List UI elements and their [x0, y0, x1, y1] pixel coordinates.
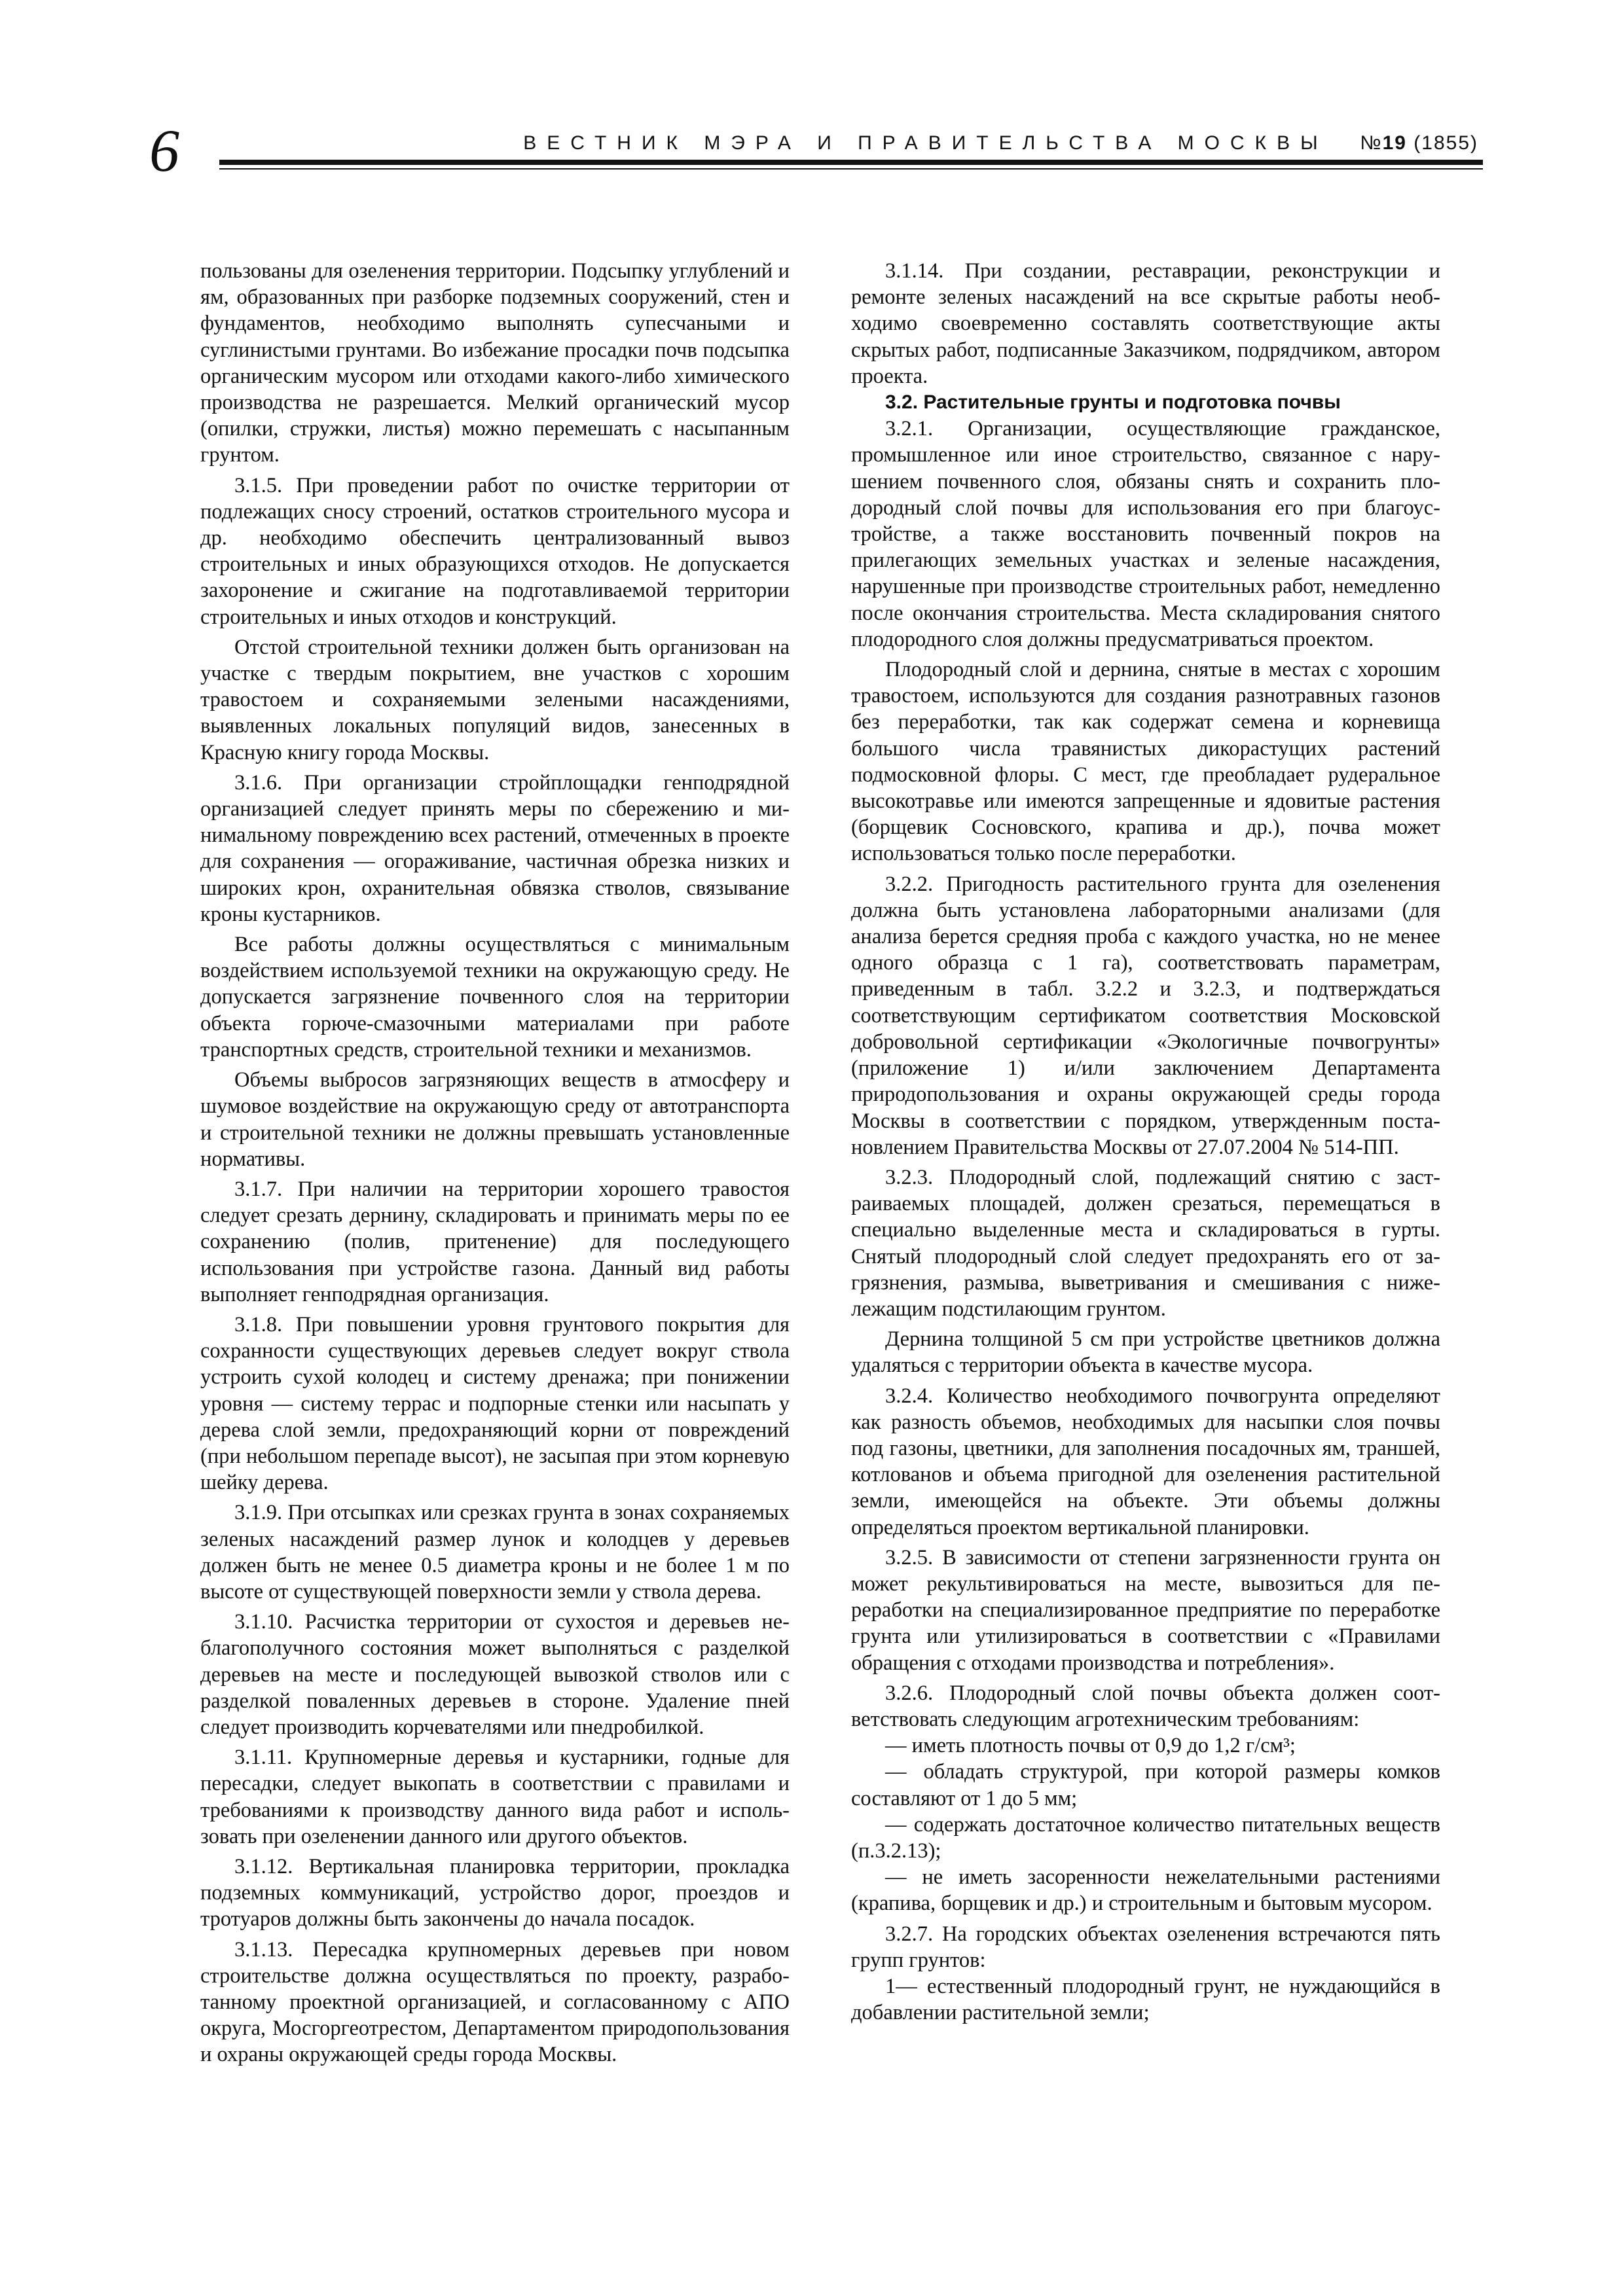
- paragraph: 3.1.13. Пересадка крупномерных деревьев при новом строительстве должна осуществляться по проекту, разработанному проектной организацией, и согласованному с АПО округа, Мосгоргеотрестом, Департаментом природопользования и охраны окружающей среды города Москвы.: [200, 1937, 790, 2067]
- issue-number-bold: 19: [1382, 132, 1407, 154]
- paragraph: 3.1.12. Вертикальная планировка территории, прокладка подземных коммуникаций, устройство дорог, проездов и тротуаров должны быть закончены до начала посадок.: [200, 1854, 790, 1931]
- header-rule-thin: [219, 168, 1483, 170]
- paragraph: 3.2.1. Организации, осуществляющие гражданское, промышленное или иное строительство, связанное с нарушением почвенного слоя, обязаны снять и сохранить плодородный слой почвы для использования его при благоустройстве, а также восстановить почвенный покров на прилегающих земельных участках и зеленые насаждения, нарушенные при производстве строительных работ, немедленно после окончания строительства. Места складирования снятого плодородного слоя должны предусматриваться проектом.: [851, 417, 1440, 651]
- left-column: [200, 258, 790, 2068]
- paragraph: 3.2.3. Плодородный слой, подлежащий снятию с застраиваемых площадей, должен срезаться, перемещаться в специально выделенные места и складироваться в гурты. Снятый плодородный слой следует предохранять его от загрязнения, размыва, выветривания и смешивания с нижележащим подстилающим грунтом.: [851, 1165, 1440, 1321]
- header-rule-thick: [219, 160, 1483, 165]
- paragraph: 3.1.14. При создании, реставрации, реконструкции и ремонте зеленых насаждений на все скрытые работы необходимо своевременно составлять соответствующие акты скрытых работ, подписанные Заказчиком, подрядчиком, автором проекта.: [851, 259, 1440, 388]
- paragraph: 3.2.5. В зависимости от степени загрязненности грунта он может рекультивироваться на месте, вывозиться для переработки на специализированное предприятие по переработке грунта или утилизироваться в соответствии с «Правилами обращения с отходами производства и потребления».: [851, 1545, 1440, 1675]
- paragraph: 3.1.6. При организации стройплощадки генподрядной организацией следует принять меры по сбережению и минимальному повреждению всех растений, отмеченных в проекте для сохранения — огораживание, частичная обрезка низких и широких крон, охранительная обвязка стволов, связывание кроны кустарников.: [200, 770, 790, 926]
- paragraph: Отстой строительной техники должен быть организован на участке с твердым покрытием, вне участков с хорошим травостоем и сохраняемыми зелеными насаждениями, выявленных локальных популяций видов, занесенных в Красную книгу города Москвы.: [200, 635, 790, 764]
- masthead: [424, 132, 1478, 154]
- publication-title: ВЕСТНИК МЭРА И ПРАВИТЕЛЬСТВА МОСКВЫ: [523, 132, 1328, 154]
- paragraph: пользованы для озеленения территории. Подсыпку углублений и ям, образованных при разборке подземных сооружений, стен и фундаментов, необходимо выполнять супесчаными и суглинистыми грунтами. Во избежание просадки почв подсыпка органическим мусором или отходами какого-либо химического производства не разрешается. Мелкий органический мусор (опилки, стружки, листья) можно перемешать с насыпанным грунтом.: [200, 259, 790, 467]
- section-heading: 3.2. Растительные грунты и подготовка почвы: [885, 391, 1341, 414]
- paragraph: 3.1.5. При проведении работ по очистке территории от подлежащих сносу строений, остатков строительного мусора и др. необходимо обеспечить централизованный вывоз строительных и иных образующихся отходов. Не допускается захоронение и сжигание на подготавливаемой территории строительных и иных отходов и конструкций.: [200, 473, 790, 629]
- list-item: — иметь плотность почвы от 0,9 до 1,2 г/см³;: [885, 1734, 1296, 1758]
- paragraph: 3.2.4. Количество необходимого почвогрунта определяют как разность объемов, необходимых для насыпки слоя почвы под газоны, цветники, для заполнения посадочных ям, траншей, котлованов и объема пригодной для озеленения растительной земли, имеющейся на объекте. Эти объемы должны определяться проектом вертикальной планировки.: [851, 1384, 1440, 1539]
- paragraph: Все работы должны осуществляться с минимальным воздействием используемой техники на окружающую среду. Не допускается загрязнение почвенного слоя на территории объекта горюче-смазочными материалами при работе транспортных средств, строительной техники и механизмов.: [200, 933, 790, 1062]
- issue-prefix: №: [1360, 132, 1383, 154]
- paragraph: 3.1.9. При отсыпках или срезках грунта в зонах сохраняемых зеленых насаждений размер лунок и колодцев у деревьев должен быть не менее 0.5 диаметра кроны и не более 1 м по высоте от существующей поверхности земли у ствола дерева.: [200, 1501, 790, 1604]
- paragraph: 3.1.10. Расчистка территории от сухостоя и деревьев неблагополучного состояния может выполняться с разделкой деревьев на месте и последующей вывозкой стволов или с разделкой поваленных деревьев в стороне. Удаление пней следует производить корчевателями или пнедробилкой.: [200, 1610, 790, 1739]
- page-number: 6: [149, 117, 179, 184]
- paragraph: 3.1.8. При повышении уровня грунтового покрытия для сохранности существующих деревьев следует вокруг ствола устроить сухой колодец и систему дренажа; при понижении уровня — систему террас и подпорные стенки или насыпать у дерева слой земли, предохраняющий корни от повреждений (при небольшом перепаде высот), не засыпая при этом корневую шейку дерева.: [200, 1312, 790, 1495]
- paragraph: Плодородный слой и дернина, снятые в местах с хорошим травостоем, используются для создания разнотравных газонов без переработки, так как содержат семена и корневища большого числа травянистых дикорастущих растений подмосковной флоры. С мест, где преобладает рудеральное высокотравье или имеются запрещенные и ядовитые растения (борщевик Сосновского, крапива и др.), почва может использоваться только после переработки.: [851, 658, 1440, 866]
- paragraph: 3.2.2. Пригодность растительного грунта для озеленения должна быть установлена лабораторными анализами (для анализа берется средняя проба с каждого участка, но не менее одного образца с 1 га), соответствовать параметрам, приведенным в табл. 3.2.2 и 3.2.3, и подтверждаться соответствующим сертификатом соответствия Московской добровольной сертификации «Экологичные почвогрунты» (приложение 1) и/или заключением Департамента природопользования и охраны окружающей среды города Москвы в соответствии с порядком, утвержденным постановлением Правительства Москвы от 27.07.2004 № 514-ПП.: [851, 872, 1440, 1159]
- paragraph: Объемы выбросов загрязняющих веществ в атмосферу и шумовое воздействие на окружающую среду от автотранспорта и строительной техники не должны превышать установленные нормативы.: [200, 1068, 790, 1171]
- paragraph: 3.2.6. Плодородный слой почвы объекта должен соответствовать следующим агротехническим требованиям:: [851, 1681, 1440, 1731]
- issue-number: [1360, 132, 1478, 154]
- paragraph: 3.1.11. Крупномерные деревья и кустарники, годные для пересадки, следует выкопать в соответствии с правилами и требованиями к производству данного вида работ и использовать при озеленении данного или другого объектов.: [200, 1746, 790, 1848]
- list-item: — не иметь засоренности нежелательными растениями (крапива, борщевик и др.) и строительным и бытовым мусором.: [851, 1865, 1440, 1916]
- list-item: — обладать структурой, при которой размеры комков составляют от 1 до 5 мм;: [851, 1760, 1440, 1810]
- paragraph: Дернина толщиной 5 см при устройстве цветников должна удаляться с территории объекта в качестве мусора.: [851, 1327, 1440, 1378]
- list-item: — содержать достаточное количество питательных веществ (п.3.2.13);: [851, 1812, 1440, 1863]
- paragraph: 3.1.7. При наличии на территории хорошего травостоя следует срезать дернину, складировать и принимать меры по ее сохранению (полив, притенение) для последующего использования при устройстве газона. Данный вид работы выполняет генподрядная организация.: [200, 1177, 790, 1306]
- paragraph: 3.2.7. На городских объектах озеленения встречаются пять групп грунтов:: [851, 1922, 1440, 1972]
- list-item: 1— естественный плодородный грунт, не нуждающийся в добавлении растительной земли;: [851, 1975, 1440, 2025]
- issue-total: (1855): [1413, 132, 1478, 154]
- right-column: [851, 258, 1440, 2026]
